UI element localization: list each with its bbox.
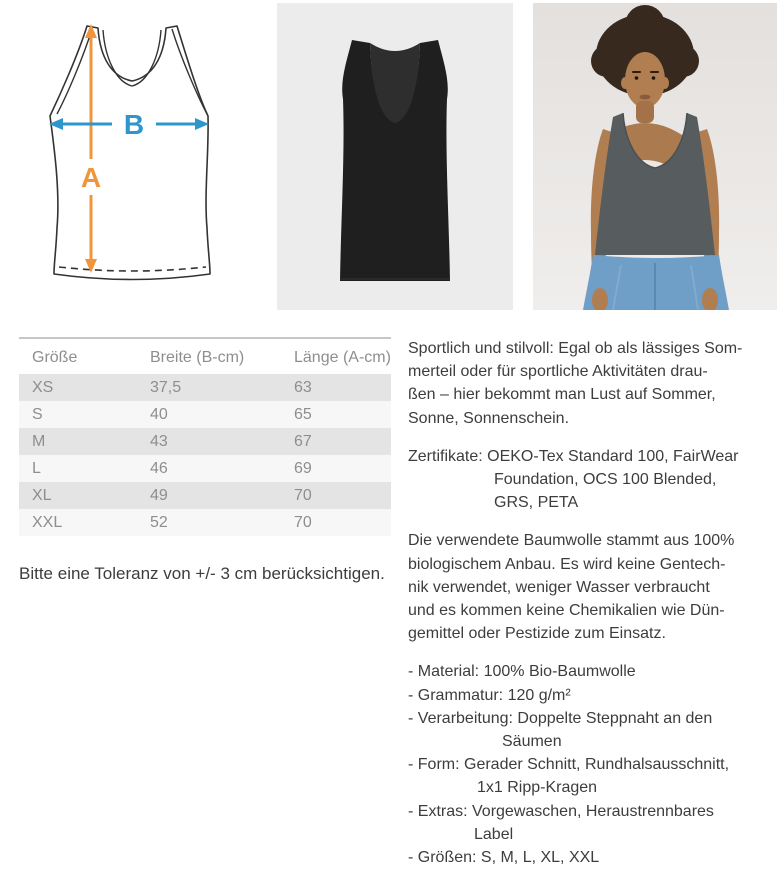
table-cell: XL (32, 486, 52, 504)
size-table-header: Breite (B-cm) (137, 338, 281, 374)
size-diagram (0, 3, 262, 315)
label-b: B (123, 109, 145, 140)
black-tank-top-image (277, 3, 513, 310)
intro (408, 337, 774, 430)
description-line: Die verwendete Baumwolle stammt aus 100% (408, 532, 735, 550)
table-cell: S (32, 405, 43, 423)
table-cell: 70 (294, 486, 312, 504)
table-cell: 49 (150, 486, 168, 504)
size-table-block (19, 337, 391, 584)
description-line: GRS, PETA (494, 494, 579, 512)
description-line: Sportlich und stilvoll: Egal ob als lässiges Som- (408, 340, 743, 357)
table-row (19, 374, 391, 401)
description-line: Säumen (502, 733, 562, 751)
description-line: - Größen: S, M, L, XL, XXL (408, 849, 600, 867)
table-row (19, 401, 391, 428)
table-cell: 46 (150, 459, 168, 477)
description-line: 1x1 Ripp-Kragen (477, 779, 598, 797)
description-line: - Verarbeitung: Doppelte Steppnaht an den (408, 709, 713, 727)
table-cell: 63 (294, 378, 312, 396)
description-line: Label (474, 825, 514, 843)
description-line: - Material: 100% Bio-Baumwolle (408, 663, 636, 681)
tank-top-measure-drawing (0, 3, 262, 315)
description-line: - Extras: Vorgewaschen, Heraustrennbares (408, 802, 714, 820)
table-row (19, 428, 391, 455)
model-face (625, 52, 665, 108)
table-row (19, 509, 391, 536)
tank-outline (50, 26, 210, 280)
cotton-info (408, 529, 774, 645)
table-cell: 43 (150, 432, 168, 450)
tolerance-note: Bitte eine Toleranz von +/- 3 cm berücksichtigen. (19, 564, 385, 583)
table-row (19, 455, 391, 482)
size-table-header: Länge (A-cm) (281, 338, 391, 374)
size-table-body (19, 374, 391, 536)
description (408, 337, 774, 869)
description-line: - Grammatur: 120 g/m² (408, 686, 571, 704)
certificates (408, 445, 774, 515)
description-line: biologischem Anbau. Es wird keine Gentech- (408, 555, 726, 573)
table-cell: 65 (294, 405, 312, 423)
description-line: Sonne, Sonnenschein. (408, 409, 570, 427)
model-photo (533, 3, 777, 310)
table-cell: L (32, 459, 41, 477)
label-a: A (80, 162, 102, 193)
table-cell: 40 (150, 405, 168, 423)
description-line: Foundation, OCS 100 Blended, (494, 471, 717, 489)
description-line: nik verwendet, weniger Wasser verbraucht (408, 578, 710, 596)
model-neck (636, 101, 654, 123)
table-cell: 70 (294, 513, 312, 531)
product-photo-black-tank-top (277, 3, 513, 310)
table-cell: 69 (294, 459, 312, 477)
description-line: ßen – hier bekommt man Lust auf Sommer, (408, 386, 716, 404)
table-cell: 67 (294, 432, 312, 450)
description-line: Zertifikate: OEKO-Tex Standard 100, FairWear (408, 447, 739, 465)
description-line: und es kommen keine Chemikalien wie Dün- (408, 602, 725, 620)
table-row (19, 482, 391, 509)
size-table-header: Größe (19, 338, 137, 374)
description-line: gemittel oder Pestizide zum Einsatz. (408, 625, 666, 643)
table-cell: M (32, 432, 46, 450)
model-wearing-tank-top-image (533, 3, 777, 310)
table-cell: XS (32, 378, 54, 396)
description-line: - Form: Gerader Schnitt, Rundhalsausschnitt, (408, 756, 730, 774)
product-details (408, 660, 774, 869)
size-table (19, 337, 391, 536)
table-cell: 37,5 (150, 378, 182, 396)
description-line: merteil oder für sportliche Aktivitäten drau- (408, 363, 708, 381)
table-cell: 52 (150, 513, 168, 531)
size-table-header-row (19, 338, 391, 374)
table-cell: XXL (32, 513, 63, 531)
